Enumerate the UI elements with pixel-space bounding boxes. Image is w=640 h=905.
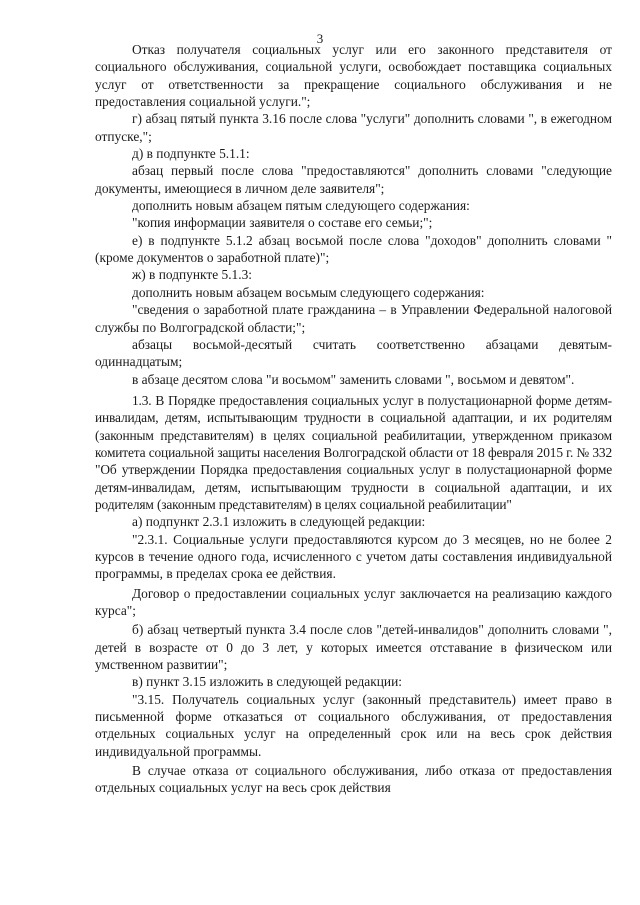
paragraph-amendment-zh: ж) в подпункте 5.1.3: — [132, 267, 253, 283]
paragraph-amendment-zh-quote: "сведения о заработной плате гражданина – в Управлении Федеральной налоговой службы по Волгоградской области;"; — [95, 302, 612, 335]
paragraph-replace-words: в абзаце десятом слова "и восьмом" заменить словами ", восьмом и девятом". — [132, 371, 575, 387]
paragraph-clause-3-15: "3.15. Получатель социальных услуг (законный представитель) имеет право в письменной форме отказаться от социального обслуживания, от предоставления отдельных социальных услуг на определенный срок или на весь срок действия индивидуальной программы. — [95, 691, 612, 759]
paragraph-subitem-b: б) абзац четвертый пункта 3.4 после слов "детей-инвалидов" дополнить словами ", детей в возрасте от 0 до 3 лет, у которых имеется отставание в физическом или умственном развитии"; — [95, 622, 612, 673]
paragraph-subitem-v: в) пункт 3.15 изложить в следующей редакции: — [132, 674, 402, 690]
paragraph-clause-2-3-1: "2.3.1. Социальные услуги предоставляются курсом до 3 месяцев, но не более 2 курсов в течение одного года, исчисленного с учетом даты составления индивидуальной программы, в пределах срока ее действия. — [95, 531, 612, 582]
paragraph-subitem-a: а) подпункт 2.3.1 изложить в следующей редакции: — [132, 514, 426, 530]
paragraph-contract: Договор о предоставлении социальных услуг заключается на реализацию каждого курса"; — [95, 585, 612, 618]
paragraph-section-1-3: 1.3. В Порядке предоставления социальных услуг в полустационарной форме детям-инвалидам, детям, испытывающим трудности в социальной адаптации, и их родителям (законным представителям) в целях социальной реабилитации, утвержденном приказом комитета социальной защиты населения Волгоградской области от 18 февраля 2015 г. № 332 "Об утверждении Порядка предоставления социальных услуг в полустационарной форме детям-инвалидам, детям, испытывающим трудности в социальной адаптации, и их родителям (законным представителям) в целях социальной реабилитации" — [95, 392, 612, 512]
paragraph-amendment-g: г) абзац пятый пункта 3.16 после слова "услуги" дополнить словами ", в ежегодном отпуске,"; — [95, 111, 612, 144]
paragraph-amendment-e: е) в подпункте 5.1.2 абзац восьмой после слова "доходов" дополнить словами "(кроме документов о заработной плате)"; — [95, 232, 612, 266]
page-number: 3 — [316, 31, 324, 46]
paragraph-renumbering: абзацы восьмой-десятый считать соответственно абзацами девятым-одиннадцатым; — [95, 336, 612, 370]
paragraph-amendment-d-first: абзац первый после слова "предоставляются" дополнить словами "следующие документы, имеющиеся в личном деле заявителя"; — [95, 163, 612, 196]
document-body — [95, 41, 612, 797]
paragraph-amendment-zh-add: дополнить новым абзацем восьмым следующего содержания: — [132, 284, 485, 300]
paragraph-refusal-consequence: Отказ получателя социальных услуг или его законного представителя от социального обслуживания, социальной услуги, освобождает поставщика социальных услуг от ответственности за прекращение социального обслуживания и не предоставления социальной услуги."; — [95, 42, 612, 110]
paragraph-amendment-d-add: дополнить новым абзацем пятым следующего содержания: — [132, 198, 470, 214]
paragraph-refusal-case: В случае отказа от социального обслуживания, либо отказа от предоставления отдельных социальных услуг на весь срок действия — [95, 763, 612, 796]
paragraph-amendment-d-quote: "копия информации заявителя о составе его семьи;"; — [132, 215, 433, 231]
paragraph-amendment-d: д) в подпункте 5.1.1: — [132, 146, 250, 162]
